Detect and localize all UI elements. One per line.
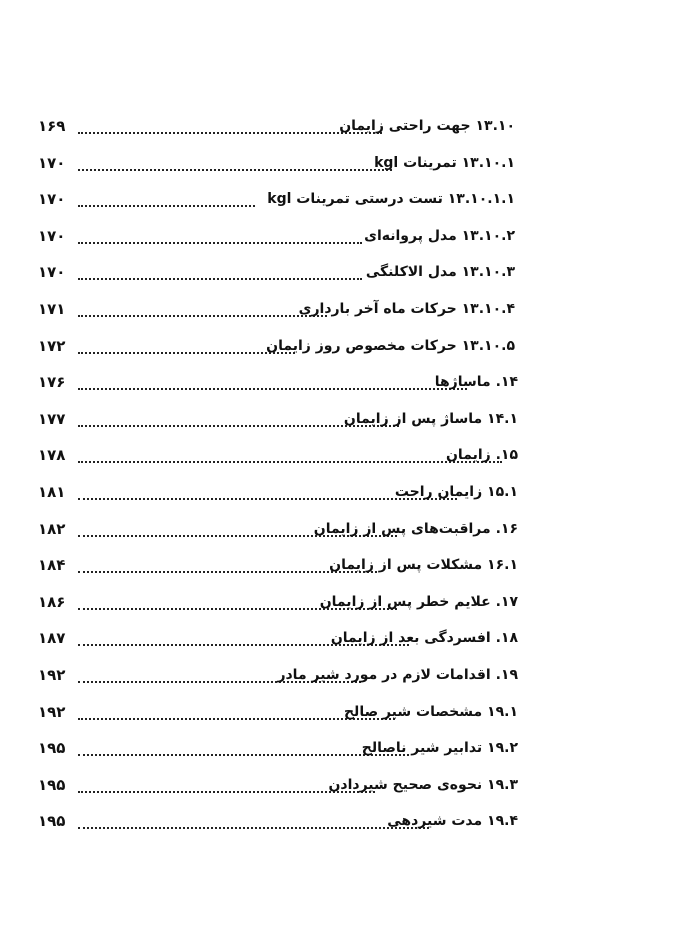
toc-entry-text: حرکات مخصوص روز زایمان	[266, 337, 457, 354]
toc-dot-leader	[78, 352, 295, 354]
toc-entry-text: افسردگی بعد از زایمان	[330, 630, 491, 647]
toc-page-number: ۱۷۰	[38, 153, 66, 172]
toc-entry-text: ماساژ پس از زایمان	[343, 410, 483, 427]
toc-dot-leader	[78, 461, 502, 463]
toc-entry[interactable]	[38, 624, 550, 661]
toc-entry-text: مراقبت‌های پس از زایمان	[313, 520, 491, 537]
toc-page-number: ۱۷۰	[38, 190, 66, 209]
toc-page-number: ۱۷۶	[38, 373, 66, 392]
toc-entry-number: ۱۳.۱۰.۲	[461, 227, 515, 244]
toc-dot-leader	[78, 315, 327, 317]
toc-entry[interactable]	[38, 149, 550, 186]
toc-entry-text: اقدامات لازم در مورد شیر مادر	[277, 666, 491, 683]
toc-page-number: ۱۸۱	[38, 482, 66, 501]
toc-page-number: ۱۸۶	[38, 592, 66, 611]
toc-entry-text: زایمان راحت	[394, 483, 483, 500]
toc-entry[interactable]	[38, 515, 550, 552]
toc-entry-number: ۱۳.۱۰.۱.۱	[447, 191, 515, 208]
toc-entry[interactable]	[38, 258, 550, 295]
toc-dot-leader	[78, 278, 362, 280]
toc-page-number: ۱۷۱	[38, 299, 66, 318]
toc-entry-text: مشخصات شیر صالح	[343, 703, 483, 720]
toc-entry-number: ۱۸.	[495, 630, 518, 647]
toc-entry[interactable]	[38, 807, 550, 844]
toc-entry-number: ۱۹.۱	[487, 703, 518, 720]
toc-dot-leader	[78, 205, 255, 207]
toc-entry-number: ۱۳.۱۰.۱	[461, 154, 515, 171]
toc-page-number: ۱۹۲	[38, 665, 66, 684]
toc-page-number: ۱۸۲	[38, 519, 66, 538]
toc-entry[interactable]	[38, 185, 550, 222]
toc-entry-text: مدل پروانه‌ای	[364, 227, 457, 244]
toc-entry-number: ۱۵.	[495, 447, 518, 464]
toc-entry-title	[329, 555, 518, 575]
toc-page-number: ۱۷۲	[38, 336, 66, 355]
toc-entry[interactable]	[38, 112, 550, 149]
toc-entry-number: ۱۳.۱۰	[475, 118, 515, 134]
toc-entry-title	[328, 775, 518, 795]
toc-entry-number: ۱۹.۲	[487, 740, 518, 757]
toc-entry-title	[298, 299, 515, 319]
toc-dot-leader	[78, 388, 467, 390]
toc-entry-text: مشکلات پس از زایمان	[329, 557, 483, 574]
toc-entry-number: ۱۴.۱	[487, 410, 518, 427]
toc-entry-text: مدل الاکلنگی	[365, 264, 457, 281]
toc-entry[interactable]	[38, 771, 550, 808]
toc-entry-text: حرکات ماه آخر بارداری	[298, 300, 457, 317]
toc-entry-title	[266, 336, 515, 356]
toc-dot-leader	[78, 754, 409, 756]
toc-entry[interactable]	[38, 332, 550, 369]
toc-entry-title	[374, 153, 515, 173]
toc-page-number: ۱۷۰	[38, 226, 66, 245]
toc-entry-title	[343, 409, 518, 429]
toc-entry-text: زایمان	[445, 447, 491, 464]
toc-entry-text: ماساژها	[434, 374, 491, 391]
toc-entry-text: نحوه‌ی صحیح شیردادن	[328, 776, 483, 793]
toc-entry[interactable]	[38, 551, 550, 588]
toc-entry-title	[313, 519, 518, 539]
toc-page-number: ۱۷۷	[38, 409, 66, 428]
toc-entry[interactable]	[38, 661, 550, 698]
toc-page-number: ۱۹۵	[38, 739, 66, 758]
toc-page-number: ۱۷۰	[38, 263, 66, 282]
toc-entry-number: ۱۷.	[495, 593, 518, 610]
toc-page-number: ۱۷۸	[38, 446, 66, 465]
toc-dot-leader	[78, 827, 429, 829]
toc-entry-number: ۱۶.	[495, 520, 518, 537]
toc-entry-title	[267, 189, 515, 209]
toc-entry[interactable]	[38, 441, 550, 478]
toc-entry-title	[277, 665, 518, 685]
toc-entry-title	[339, 116, 515, 136]
toc-entry-title	[387, 811, 518, 831]
toc-entry-title	[394, 482, 518, 502]
toc-entry-title	[445, 445, 518, 465]
toc-entry-title	[343, 702, 518, 722]
toc-entry-number: ۱۳.۱۰.۴	[461, 300, 515, 317]
toc-entry-title	[319, 592, 518, 612]
toc-page-number: ۱۸۷	[38, 629, 66, 648]
toc-entry[interactable]	[38, 405, 550, 442]
toc-entry[interactable]	[38, 478, 550, 515]
toc-entry-text: مدت شیردهی	[387, 813, 483, 830]
toc-entry-number: ۱۳.۱۰.۵	[461, 337, 515, 354]
toc-entry-title	[434, 372, 518, 392]
toc-entry[interactable]	[38, 734, 550, 771]
toc-entry[interactable]	[38, 222, 550, 259]
toc-entry-number: ۱۹.	[495, 666, 518, 683]
toc-entry-text: تدابیر شیر ناصالح	[361, 740, 483, 757]
toc-dot-leader	[78, 169, 392, 171]
toc-entry-number: ۱۹.۴	[487, 813, 518, 830]
table-of-contents	[38, 112, 550, 844]
toc-entry-number: ۱۶.۱	[487, 557, 518, 574]
toc-dot-leader	[78, 132, 382, 134]
toc-entry-title	[361, 738, 518, 758]
toc-entry-number: ۱۹.۳	[487, 776, 518, 793]
toc-entry-title	[366, 262, 515, 282]
toc-entry-number: ۱۵.۱	[487, 483, 518, 500]
toc-entry[interactable]	[38, 698, 550, 735]
toc-dot-leader	[78, 242, 362, 244]
toc-entry[interactable]	[38, 588, 550, 625]
toc-entry-title	[330, 628, 518, 648]
toc-page-number: ۱۹۲	[38, 702, 66, 721]
toc-page-number: ۱۹۵	[38, 775, 66, 794]
toc-entry[interactable]	[38, 295, 550, 332]
toc-entry-text: علایم خطر پس از زایمان	[319, 593, 491, 610]
toc-page-number: ۱۹۵	[38, 812, 66, 831]
toc-entry-text: تمرینات kgl	[374, 154, 457, 171]
toc-entry-number: ۱۴.	[495, 374, 518, 391]
toc-entry-text: تست درستی تمرینات kgl	[267, 191, 443, 208]
toc-entry-title	[365, 226, 515, 246]
toc-entry[interactable]	[38, 368, 550, 405]
toc-entry-number: ۱۳.۱۰.۳	[461, 264, 515, 281]
toc-entry-text: جهت راحتی زایمان	[339, 118, 471, 134]
toc-page-number: ۱۸۴	[38, 556, 66, 575]
toc-page-number: ۱۶۹	[38, 117, 66, 135]
